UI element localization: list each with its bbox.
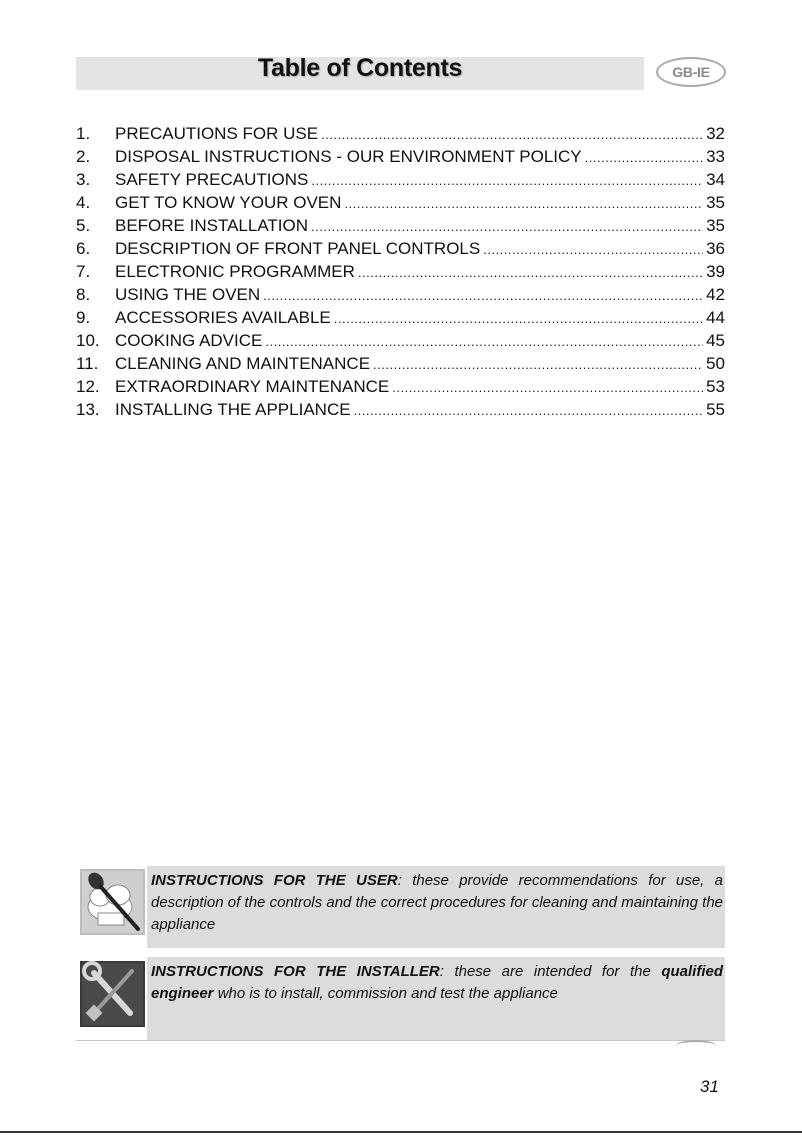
footer-line: [0, 1131, 802, 1133]
toc-entry-number: 6.: [76, 239, 91, 258]
toc-entry[interactable]: [76, 262, 725, 285]
toc-entry-number: 11.: [76, 354, 99, 373]
toc-entry-number: 9.: [76, 308, 91, 327]
toc-entry-number: 7.: [76, 262, 91, 281]
toc-entry[interactable]: [76, 400, 725, 423]
toc-entry-label: COOKING ADVICE: [115, 331, 263, 350]
installer-note-bold-phrase: qualified engineer: [151, 963, 723, 1002]
toc-entry-page: 34: [706, 170, 725, 189]
toc-entry-page: 39: [706, 262, 725, 281]
toc-entry[interactable]: [76, 308, 725, 331]
toc-leader-dots: [334, 311, 703, 326]
toc-entry-label: EXTRAORDINARY MAINTENANCE: [115, 377, 390, 396]
toc-entry-page: 36: [706, 239, 725, 258]
toc-entry-page: 53: [706, 377, 725, 396]
toc-entry-number: 2.: [76, 147, 91, 166]
toc-entry-label: INSTALLING THE APPLIANCE: [115, 400, 351, 419]
page-number: 31: [700, 1077, 719, 1096]
toc-entry-number: 5.: [76, 216, 91, 235]
toc-entry-number: 3.: [76, 170, 91, 189]
toc-entry-page: 35: [706, 193, 725, 212]
toc-leader-dots: [263, 288, 703, 303]
toc-entry-label: BEFORE INSTALLATION: [115, 216, 309, 235]
region-badge: GB-IE: [656, 57, 726, 87]
toc-entry-page: 50: [706, 354, 725, 373]
toc-leader-dots: [311, 173, 703, 188]
toc-entry-page: 45: [706, 331, 725, 350]
installer-note-text-after: who is to install, commission and test the appliance: [213, 985, 558, 1002]
toc-entry[interactable]: [76, 331, 725, 354]
toc-entry-label: GET TO KNOW YOUR OVEN: [115, 193, 342, 212]
toc-entry-number: 13.: [76, 400, 100, 419]
toc-leader-dots: [321, 127, 703, 142]
toc-entry-number: 12.: [76, 377, 100, 396]
toc-leader-dots: [373, 357, 703, 372]
toc-leader-dots: [585, 150, 703, 165]
toc-leader-dots: [358, 265, 703, 280]
toc-entry[interactable]: [76, 239, 725, 262]
table-of-contents: [76, 124, 725, 423]
toc-entry-number: 8.: [76, 285, 91, 304]
badge-arc-decoration: [676, 1040, 716, 1052]
toc-entry-page: 33: [706, 147, 725, 166]
user-note-text: : these provide recommendations for use, a description of the controls and the correct procedures for cleaning and maintaining the appliance: [151, 872, 723, 933]
toc-entry-label: USING THE OVEN: [115, 285, 261, 304]
toc-entry-page: 35: [706, 216, 725, 235]
toc-entry-label: DESCRIPTION OF FRONT PANEL CONTROLS: [115, 239, 481, 258]
toc-entry-label: CLEANING AND MAINTENANCE: [115, 354, 371, 373]
toc-entry[interactable]: [76, 354, 725, 377]
toc-entry[interactable]: [76, 170, 725, 193]
toc-entry[interactable]: [76, 193, 725, 216]
toc-entry-page: 44: [706, 308, 725, 327]
toc-leader-dots: [311, 219, 703, 234]
toc-leader-dots: [483, 242, 703, 257]
toc-entry-label: DISPOSAL INSTRUCTIONS - OUR ENVIRONMENT POLICY: [115, 147, 582, 166]
toc-entry-number: 4.: [76, 193, 91, 212]
toc-leader-dots: [265, 334, 703, 349]
installer-instructions-note: [147, 957, 725, 1040]
bottom-rule: [76, 1040, 725, 1041]
toc-leader-dots: [392, 380, 703, 395]
toc-entry[interactable]: [76, 377, 725, 400]
wrench-screwdriver-icon: [80, 961, 145, 1027]
toc-entry-label: SAFETY PRECAUTIONS: [115, 170, 309, 189]
toc-entry-label: ACCESSORIES AVAILABLE: [115, 308, 331, 327]
toc-entry[interactable]: [76, 124, 725, 147]
toc-entry-number: 10.: [76, 331, 100, 350]
toc-entry[interactable]: [76, 147, 725, 170]
toc-entry-number: 1.: [76, 124, 91, 143]
page-title: Table of Contents: [257, 54, 463, 82]
toc-entry-page: 42: [706, 285, 725, 304]
toc-entry[interactable]: [76, 285, 725, 308]
toc-entry-page: 32: [706, 124, 725, 143]
toc-leader-dots: [344, 196, 703, 211]
installer-note-text-before: : these are intended for the: [439, 963, 662, 980]
user-note-heading: INSTRUCTIONS FOR THE USER: [151, 872, 398, 889]
toc-entry[interactable]: [76, 216, 725, 239]
chef-spoon-icon: [80, 869, 145, 935]
toc-entry-label: PRECAUTIONS FOR USE: [115, 124, 319, 143]
toc-entry-label: ELECTRONIC PROGRAMMER: [115, 262, 355, 281]
toc-entry-page: 55: [706, 400, 725, 419]
toc-leader-dots: [354, 403, 704, 418]
installer-note-heading: INSTRUCTIONS FOR THE INSTALLER: [151, 963, 440, 980]
user-instructions-note: [147, 866, 725, 948]
